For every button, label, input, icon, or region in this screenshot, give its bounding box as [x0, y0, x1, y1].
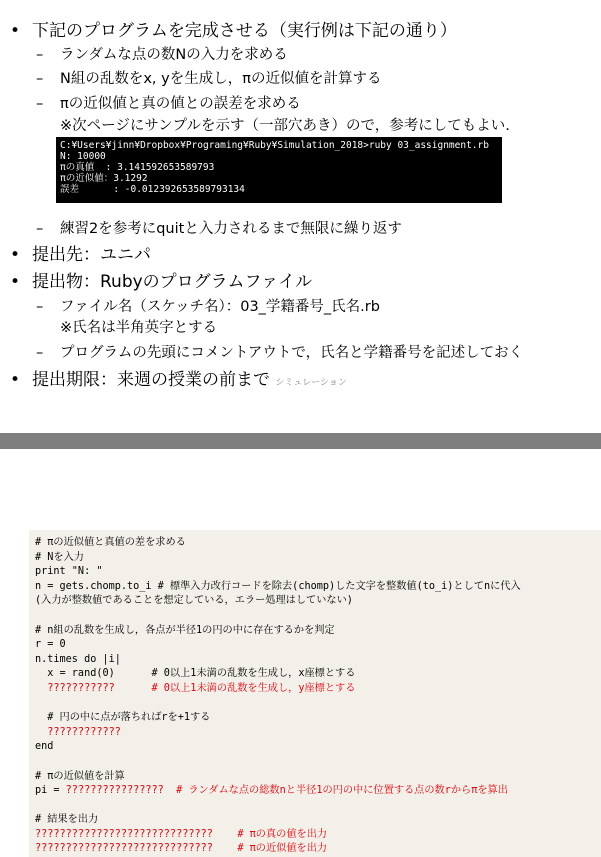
console-line: πの近似値：3.1292	[60, 173, 148, 184]
sub-item-file-note: ※氏名は半角英字とする	[60, 320, 218, 336]
code-line-blank-fill: ????????????????????????????? # πの真の値を出力	[35, 828, 328, 840]
sub-item-3-note: ※次ページにサンプルを示す（一部穴あき）ので，参考にしてもよい.	[60, 118, 510, 134]
bullet-item-1: • 下記のプログラムを完成させる（実行例は下記の通り）	[10, 21, 457, 41]
code-line: n.times do |i|	[35, 653, 121, 665]
console-line: N: 10000	[60, 151, 106, 162]
code-line: # 円の中に点が落ちればrを+1する	[35, 712, 211, 724]
code-line: # Nを入力	[35, 551, 84, 563]
code-line: x = rand(0) # 0以上1未満の乱数を生成し，x座標とする	[35, 668, 356, 680]
sub-item-4: – 練習2を参考にquitと入力されるまで無限に繰り返す	[36, 221, 402, 237]
code-line: (入力が整数値であることを想定している，エラー処理はしていない)	[35, 595, 353, 607]
code-line	[35, 784, 601, 799]
bullet-item-4: • 提出期限：来週の授業の前まで シミュレーション	[10, 370, 347, 390]
code-line	[35, 799, 601, 814]
code-line-blank-fill: ????????????????????????????? # πの近似値を出力	[35, 843, 328, 855]
sub-item-file: – ファイル名（スケッチ名）：03_学籍番号_氏名.rb	[36, 299, 380, 315]
console-line: πの真値 : 3.141592653589793	[60, 162, 215, 173]
sub-item-1: – ランダムな点の数Nの入力を求める	[36, 47, 288, 63]
code-text: pi =	[35, 785, 66, 797]
code-line	[35, 609, 601, 624]
code-line	[35, 697, 601, 712]
code-line: n = gets.chomp.to_i # 標準入力改行コードを除去(chomp)した文字を整数値(to_i)としてnに代入	[35, 580, 521, 592]
code-line: # πの近似値を計算	[35, 770, 125, 782]
code-line: print "N: "	[35, 566, 103, 578]
console-line: C:¥Users¥jinn¥Dropbox¥Programing¥Ruby¥Simulation_2018>ruby 03_assignment.rb	[60, 140, 489, 151]
code-line: r = 0	[35, 639, 66, 651]
console-line: 誤差 : -0.012392653589793134	[60, 184, 245, 195]
code-line	[35, 755, 601, 770]
code-line: # 結果を出力	[35, 814, 99, 826]
sub-item-2: – N組の乱数をx, yを生成し，πの近似値を計算する	[36, 71, 382, 87]
slide-divider	[0, 433, 601, 449]
code-line-blank-fill: ??????????? # 0以上1未満の乱数を生成し，y座標とする	[35, 682, 356, 694]
console-output	[56, 137, 502, 203]
sub-item-3: – πの近似値と真の値との誤差を求める	[36, 96, 301, 112]
code-sample	[29, 530, 601, 857]
bullet-item-2: • 提出先：ユニパ	[10, 245, 151, 265]
code-line: # πの近似値と真値の差を求める	[35, 537, 186, 548]
sub-item-comment: – プログラムの先頭にコメントアウトで，氏名と学籍番号を記述しておく	[36, 345, 524, 361]
code-line: # n組の乱数を生成し，各点が半径1の円の中に存在するかを判定	[35, 624, 335, 636]
simulation-label: シミュレーション	[275, 378, 347, 388]
bullet-item-3: • 提出物：Rubyのプログラムファイル	[10, 272, 313, 292]
code-line: end	[35, 741, 54, 753]
code-line-blank-fill: ????????????	[35, 726, 121, 738]
code-blank-fill: ???????????????? # ランダムな点の総数nと半径1の円の中に位置する点の数rからπを算出	[65, 785, 508, 797]
